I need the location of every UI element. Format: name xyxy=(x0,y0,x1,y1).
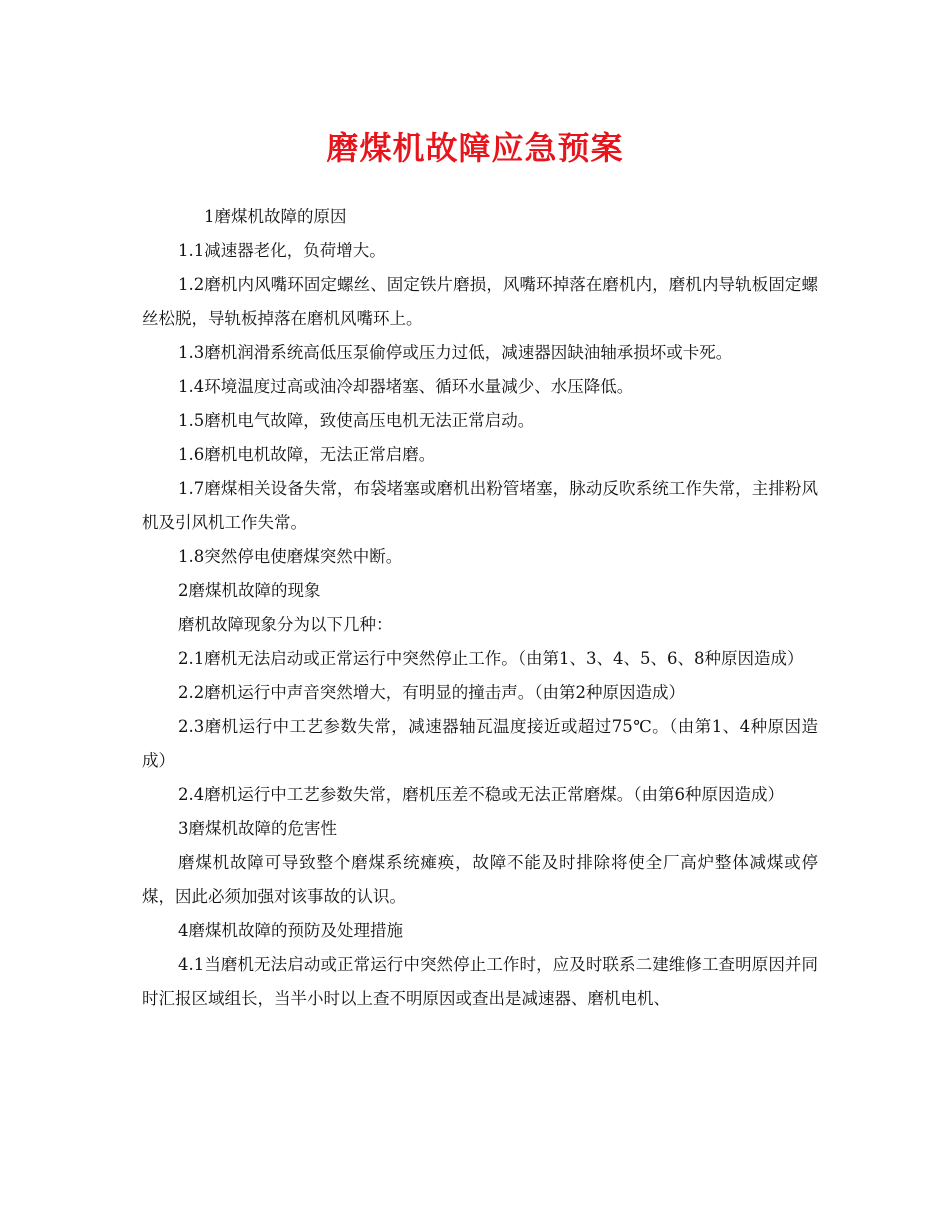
paragraph-1-2: 1.2磨机内风嘴环固定螺丝、固定铁片磨损，风嘴环掉落在磨机内，磨机内导轨板固定螺丝松脱，导轨板掉落在磨机风嘴环上。 xyxy=(142,275,818,328)
paragraph-2-3: 2.3磨机运行中工艺参数失常，减速器轴瓦温度接近或超过75℃。（由第1、4种原因造成） xyxy=(142,717,818,770)
paragraph-2-4: 2.4磨机运行中工艺参数失常，磨机压差不稳或无法正常磨煤。（由第6种原因造成） xyxy=(178,785,784,804)
document-body xyxy=(142,200,818,1016)
section-heading-measures: 4磨煤机故障的预防及处理措施 xyxy=(178,921,403,940)
paragraph-1-6: 1.6磨机电机故障，无法正常启磨。 xyxy=(178,445,436,464)
paragraph-1-8: 1.8突然停电使磨煤突然中断。 xyxy=(178,547,403,566)
paragraph-2-1: 2.1磨机无法启动或正常运行中突然停止工作。（由第1、3、4、5、6、8种原因造成） xyxy=(178,649,804,668)
paragraph-2-2: 2.2磨机运行中声音突然增大，有明显的撞击声。（由第2种原因造成） xyxy=(178,683,685,702)
document-title: 磨煤机故障应急预案 xyxy=(326,129,624,167)
section-heading-hazards: 3磨煤机故障的危害性 xyxy=(178,819,337,838)
paragraph-1-1: 1.1减速器老化，负荷增大。 xyxy=(178,241,386,260)
section-heading-phenomena: 2磨煤机故障的现象 xyxy=(178,581,321,600)
paragraph-hazards: 磨煤机故障可导致整个磨煤系统瘫痪，故障不能及时排除将使全厂高炉整体减煤或停煤，因此必须加强对该事故的认识。 xyxy=(142,853,818,906)
paragraph-1-3: 1.3磨机润滑系统高低压泵偷停或压力过低，减速器因缺油轴承损坏或卡死。 xyxy=(178,343,733,362)
section-heading-causes: 1磨煤机故障的原因 xyxy=(204,207,347,226)
paragraph-1-4: 1.4环境温度过高或油冷却器堵塞、循环水量减少、水压降低。 xyxy=(178,377,634,396)
paragraph-4-1: 4.1当磨机无法启动或正常运行中突然停止工作时，应及时联系二建维修工查明原因并同时汇报区域组长，当半小时以上查不明原因或查出是减速器、磨机电机、 xyxy=(142,955,818,1008)
paragraph-1-5: 1.5磨机电气故障，致使高压电机无法正常启动。 xyxy=(178,411,535,430)
paragraph-1-7: 1.7磨煤相关设备失常，布袋堵塞或磨机出粉管堵塞，脉动反吹系统工作失常，主排粉风机及引风机工作失常。 xyxy=(142,479,818,532)
paragraph-phenomena-intro: 磨机故障现象分为以下几种： xyxy=(178,615,393,634)
